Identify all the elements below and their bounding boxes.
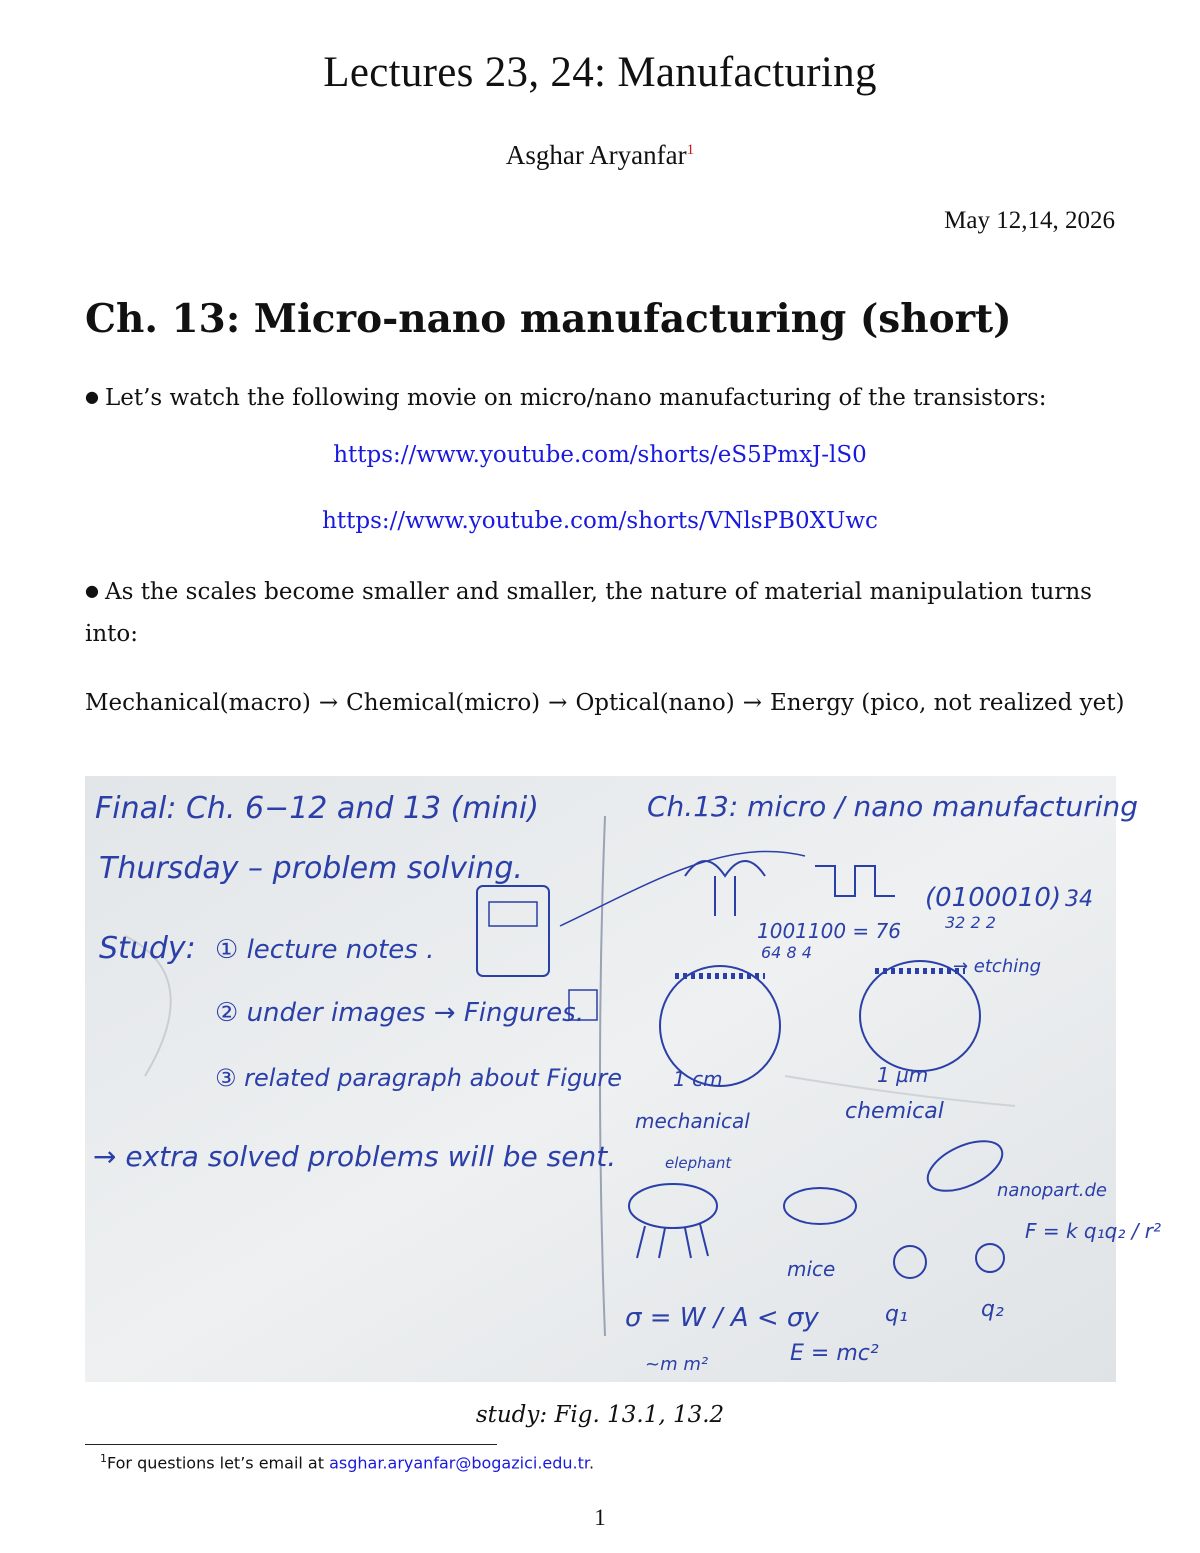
wb-digits-b: 64 8 4 <box>761 943 812 962</box>
scale-flow <box>85 690 1195 716</box>
arrow-right-icon: → <box>318 690 339 716</box>
wb-1cm: 1 cm <box>673 1067 723 1091</box>
page-title: Lectures 23, 24: Manufacturing <box>323 49 877 96</box>
arrow-right-icon: → <box>548 690 568 716</box>
wb-digits-a: 1001100 = 76 <box>757 919 901 943</box>
footnote-number: 1 <box>100 1452 107 1465</box>
date: May 12,14, 2026 <box>944 207 1115 234</box>
bullet-paragraph-2 <box>85 570 1125 655</box>
wb-binary: (0100010) <box>925 883 1062 913</box>
youtube-link-2[interactable]: https://www.youtube.com/shorts/VNlsPB0XUwc <box>322 508 878 534</box>
flow-stage-optical: Optical(nano) <box>575 690 735 716</box>
bullet-icon: ● <box>85 581 99 600</box>
wb-elephant: elephant <box>665 1154 732 1172</box>
footnote-end: . <box>589 1453 595 1473</box>
flow-stage-energy: Energy (pico, not realized yet) <box>769 690 1125 716</box>
wb-right-heading: Ch.13: micro / nano manufacturing <box>647 790 1139 823</box>
wb-thursday: Thursday – problem solving. <box>99 851 523 886</box>
wb-units: ~m m² <box>645 1354 709 1375</box>
author-name: Asghar Aryanfar <box>505 140 687 170</box>
wb-nanopart: nanopart.de <box>997 1180 1107 1201</box>
bullet-text-2: As the scales become smaller and smaller, the nature of material manipulation turns into: <box>85 579 1092 647</box>
whiteboard-photo <box>85 776 1162 1382</box>
wb-item3: ③ related paragraph about Figure <box>215 1064 623 1092</box>
wb-study: Study: <box>99 931 196 966</box>
bullet-text-1: Let’s watch the following movie on micro/nano manufacturing of the transistors: <box>104 385 1047 411</box>
bullet-icon: ● <box>85 387 99 406</box>
author-line <box>0 140 1200 171</box>
wb-chemical: chemical <box>845 1099 944 1124</box>
wb-stress: σ = W / A < σy <box>625 1303 819 1333</box>
wb-etching: → etching <box>953 956 1042 977</box>
footnote-mark[interactable]: 1 <box>686 142 695 158</box>
figure-caption: study: Fig. 13.1, 13.2 <box>475 1402 725 1428</box>
page-number: 1 <box>594 1505 606 1530</box>
wb-q1: q₁ <box>885 1302 908 1327</box>
wb-q2: q₂ <box>981 1297 1004 1322</box>
footnote-email-link[interactable]: asghar.aryanfar@bogazici.edu.tr <box>329 1453 590 1473</box>
wb-1um: 1 µm <box>877 1063 929 1087</box>
section-heading: Ch. 13: Micro-nano manufacturing (short) <box>85 296 1012 342</box>
wb-coulomb: F = k q₁q₂ / r² <box>1025 1219 1162 1243</box>
wb-digits-c: 32 2 2 <box>945 913 996 932</box>
youtube-link-1[interactable]: https://www.youtube.com/shorts/eS5PmxJ-lS0 <box>333 442 867 468</box>
wb-mice: mice <box>787 1257 836 1281</box>
wb-value: 34 <box>1065 887 1093 912</box>
footnote-divider <box>85 1444 497 1445</box>
wb-item2: ② under images → Fingures. <box>215 998 584 1028</box>
footnote <box>100 1452 594 1472</box>
wb-mechanical: mechanical <box>635 1109 750 1133</box>
wb-energy: E = mc² <box>790 1341 879 1366</box>
wb-extra: → extra solved problems will be sent. <box>93 1140 617 1173</box>
flow-stage-chemical: Chemical(micro) <box>346 690 541 716</box>
bullet-paragraph-1 <box>85 376 1125 419</box>
footnote-text: For questions let’s email at <box>107 1453 330 1473</box>
wb-final: Final: Ch. 6−12 and 13 (mini) <box>95 791 539 826</box>
arrow-right-icon: → <box>742 690 762 716</box>
wb-item1: ① lecture notes . <box>215 935 435 965</box>
flow-stage-mechanical: Mechanical(macro) <box>85 690 311 716</box>
